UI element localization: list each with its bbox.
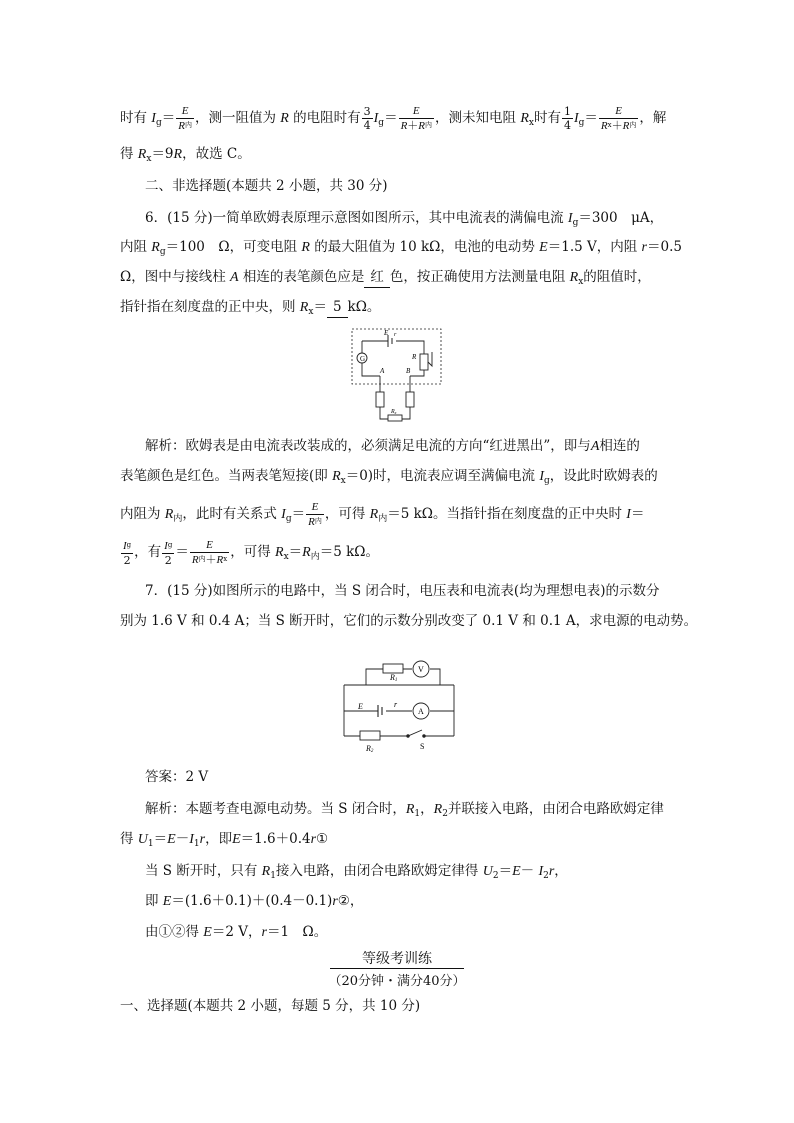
fraction: $\frac{3}{4}$: [363, 105, 371, 132]
q6-line-3: Ω，图中与接线柱 A 相连的表笔颜色应是 红 色，按正确使用方法测量电阻 $R_x$的阻值时，: [120, 269, 651, 287]
answer-blank-2: 5: [327, 297, 348, 318]
section-heading-1: 一、选择题(本题共 2 小题，每题 5 分，共 10 分): [120, 998, 421, 1014]
title-divider: [330, 968, 464, 969]
rx-label: Rx: [391, 409, 397, 415]
fraction: $\frac{I^g}{2}$: [123, 539, 132, 567]
circuit2-r1-label: R1: [390, 673, 398, 683]
voltmeter-label: V: [418, 665, 424, 674]
fraction: $\frac{E}{R^内}$: [178, 105, 192, 132]
text-line-2: 得 $R_x=9R$，故选 C。: [120, 146, 251, 164]
a6-line-2: 表笔颜色是红色。当两表笔短接(即 $R_x=0$)时，电流表应调至满偏电流 $I_g$，设此时欧姆表的: [120, 468, 658, 486]
q7-line-2: 别为 1.6 V 和 0.4 A；当 S 断开时，它们的示数分别改变了 0.1 V 和 0.1 A，求电源的电动势。: [120, 613, 698, 629]
a6-line-1: 解析：欧姆表是由电流表改装成的，必须满足电流的方向“红进黑出”，即与A相连的: [145, 438, 640, 454]
q7-line-1: 7．(15 分)如图所示的电路中，当 S 闭合时，电压表和电流表(均为理想电表)的示数分: [145, 583, 660, 599]
fraction: $\frac{E}{R+R^内}$: [400, 105, 433, 132]
circuit1-label-r: r: [394, 332, 397, 338]
circuit1-label-e: E: [384, 329, 389, 337]
terminal-b-label: B: [406, 367, 411, 375]
fraction: $\frac{E}{R^内+R^x}$: [191, 539, 228, 566]
a7-line-2: 得 $U_1=E-I_1r$，即E＝1.6＋0.4r①: [120, 831, 329, 849]
galvanometer-label: G: [360, 355, 366, 363]
a6-line-4: $\frac{I^g}{2}$ ，有 $\frac{I^g}{2}$ ＝ $\frac{E}{R^内+R^x}$ ，可得 $R_x=R_内=5$ kΩ。: [123, 539, 380, 567]
q6-line-1: 6．(15 分)一简单欧姆表原理示意图如图所示，其中电流表的满偏电流 $I_g=300$ μA，: [145, 210, 664, 228]
a7-line-5: 由①②得 E＝2 V，r＝1 Ω。: [145, 924, 328, 940]
fraction: $\frac{E}{R^内}$: [308, 501, 322, 528]
q6-line-4: 指针指在刻度盘的正中央，则 $R_x= 5$ kΩ。: [120, 299, 381, 317]
answer-7: 答案：2 V: [145, 769, 209, 785]
text-line-1: 时有 $I_g=$ $\frac{E}{R^内}$ ，测一阻值为 R 的电阻时有 $\frac{3}{4}$ $I_g=$ $\frac{E}{R+R^内}$ ，测未知电阻 $R_x$时有 $\frac{1}{4}$ $I_g=$ $\frac{E}{R^x+R^内}$ ，解: [120, 105, 667, 132]
fraction: $\frac{E}{R^x+R^内}$: [600, 105, 637, 132]
answer-blank-1: 红: [364, 267, 390, 288]
fraction: $\frac{1}{4}$: [563, 105, 571, 132]
terminal-a-label: A: [380, 367, 385, 375]
circuit2-e-label: E: [358, 702, 363, 711]
circuit-diagram-q7: [338, 656, 462, 754]
circuit1-label-R: R: [412, 353, 417, 361]
circuit2-r2-label: R2: [366, 744, 374, 754]
switch-label: S: [420, 742, 425, 751]
circuit2-r-label: r: [394, 700, 398, 709]
practice-subtitle: （20分钟・满分40分）: [328, 974, 466, 989]
a7-line-4: 即 E＝(1.6＋0.1)＋(0.4－0.1)r②，: [145, 893, 364, 909]
ohmmeter-circuit-diagram: [350, 326, 444, 424]
section-heading-2: 二、非选择题(本题共 2 小题，共 30 分): [145, 178, 388, 194]
practice-title: 等级考训练: [362, 951, 432, 967]
fraction: $\frac{I^g}{2}$: [164, 539, 173, 567]
a7-line-3: 当 S 断开时，只有 $R_1$接入电路，由闭合电路欧姆定律得 $U_2=E- I_2r$，: [145, 863, 568, 881]
ammeter-label: A: [418, 707, 424, 716]
a7-line-1: 解析：本题考查电源电动势。当 S 闭合时，$R_1$，$R_2$并联接入电路，由闭合电路欧姆定律: [145, 801, 664, 819]
a6-line-3: 内阻为 $R_内$，此时有关系式 $I_g=$ $\frac{E}{R^内}$ ，可得 $R_内=5$ kΩ。当指针指在刻度盘的正中央时 I＝: [120, 501, 645, 528]
q6-line-2: 内阻 $R_g=100$ Ω，可变电阻 R 的最大阻值为 10 kΩ，电池的电动势 E＝1.5 V，内阻 r＝0.5: [120, 239, 682, 257]
